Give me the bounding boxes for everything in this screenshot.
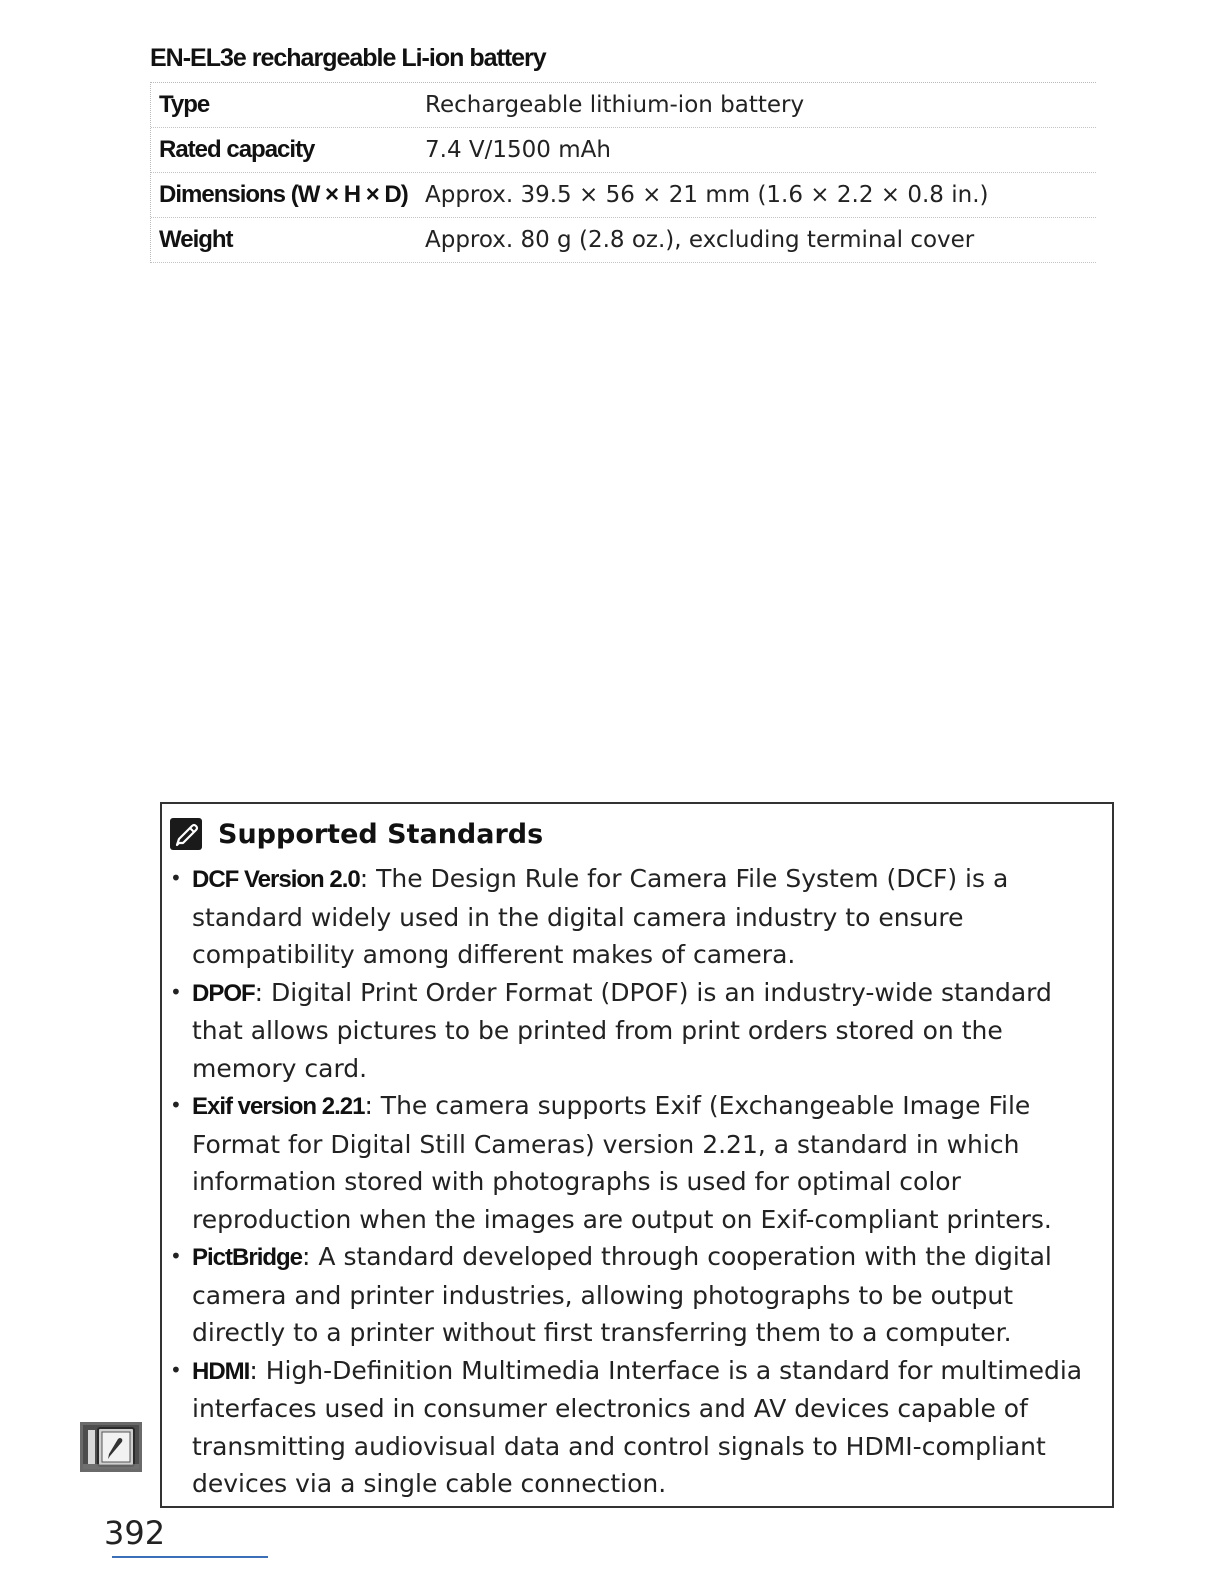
page-number: 392 xyxy=(104,1514,166,1552)
page-number-rule xyxy=(112,1556,268,1558)
spec-value: 7.4 V/1500 mAh xyxy=(425,137,611,163)
spec-row-dimensions xyxy=(151,173,1096,218)
spec-value: Rechargeable lithium-ion battery xyxy=(425,92,805,118)
standard-description: : A standard developed through cooperation with the digital camera and printer industries, allowing photographs to be output directly to a printer without first transferring them to a computer. xyxy=(192,1242,1052,1347)
spec-value: Approx. 80 g (2.8 oz.), excluding terminal cover xyxy=(425,227,975,253)
standard-term: Exif version 2.21 xyxy=(192,1093,365,1120)
spec-value: Approx. 39.5 × 56 × 21 mm (1.6 × 2.2 × 0.8 in.) xyxy=(425,182,989,208)
standard-description: : Digital Print Order Format (DPOF) is an industry-wide standard that allows pictures to be printed from print orders stored on the memory card. xyxy=(192,977,1052,1083)
standard-term: DPOF xyxy=(192,979,255,1007)
bullet-icon: • xyxy=(170,1244,182,1268)
battery-spec-table xyxy=(150,82,1096,263)
spec-label: Dimensions (W × H × D) xyxy=(159,181,408,208)
list-item xyxy=(170,860,1098,974)
standard-description: : The Design Rule for Camera File System (DCF) is a standard widely used in the digital camera industry to ensure compatibility among different makes of camera. xyxy=(192,864,1009,969)
bullet-icon: • xyxy=(170,866,182,890)
standard-term: HDMI xyxy=(192,1357,250,1385)
standard-description: : High-Definition Multimedia Interface is a standard for multimedia interfaces used in consumer electronics and AV devices capable of transmitting audiovisual data and control signals to HDMI-compliant devices via a single cable connection. xyxy=(192,1355,1083,1498)
bullet-icon: • xyxy=(170,979,182,1004)
list-item xyxy=(170,1087,1098,1238)
note-pencil-icon xyxy=(170,818,202,850)
spec-label: Type xyxy=(159,91,210,118)
spec-label: Weight xyxy=(159,226,233,253)
standard-term: DCF Version 2.0 xyxy=(192,866,360,893)
note-title: Supported Standards xyxy=(218,818,544,850)
list-item xyxy=(170,1238,1098,1352)
note-header xyxy=(170,818,543,850)
list-item xyxy=(170,1352,1098,1503)
battery-spec-title: EN-EL3e rechargeable Li-ion battery xyxy=(150,44,546,72)
spec-row-type xyxy=(151,83,1096,128)
spec-label: Rated capacity xyxy=(159,136,315,163)
bullet-icon: • xyxy=(170,1357,182,1382)
spec-row-rated-capacity xyxy=(151,128,1096,173)
spec-row-weight xyxy=(151,218,1096,263)
bullet-icon: • xyxy=(170,1093,182,1117)
list-item xyxy=(170,974,1098,1088)
standard-term: PictBridge xyxy=(192,1244,303,1271)
technical-notes-tab-icon xyxy=(80,1422,142,1472)
standard-description: : The camera supports Exif (Exchangeable Image File Format for Digital Still Cameras) version 2.21, a standard in which information stored with photographs is used for optimal color reproduction when the images are output on Exif-compliant printers. xyxy=(192,1091,1052,1234)
standards-list xyxy=(170,860,1098,1503)
supported-standards-box xyxy=(160,802,1114,1508)
